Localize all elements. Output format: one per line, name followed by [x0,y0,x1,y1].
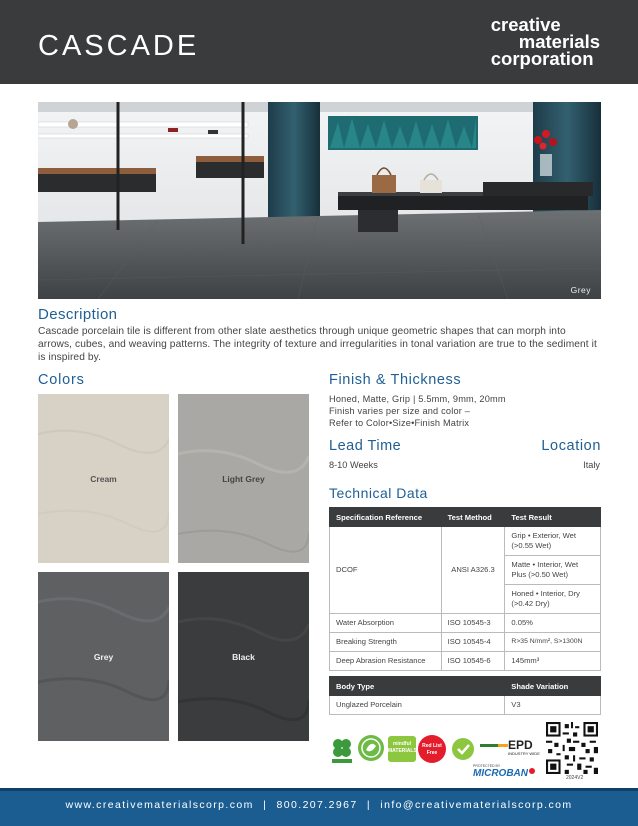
hero-caption: Grey [570,285,591,295]
header-spec-ref: Specification Reference [330,508,442,527]
hero-image [38,102,601,299]
table-row [330,527,601,556]
microban-logo [471,764,537,782]
description-text: Cascade porcelain tile is different from other slate aesthetics through unique geometric shapes that can morph into arrows, cubes, and weaving patterns. The integrity of texture and irregularities in tonal variation are true to the sediment it is inspired by. [38,326,597,363]
table-row [330,652,601,671]
logo-line-2: materials [518,31,600,52]
footer-divider [0,788,638,791]
epd-label: EPD [508,738,533,752]
finish-line-2: Finish varies per size and color – [329,406,471,416]
header-bar [0,0,638,84]
epd-logo [480,738,540,758]
footer-bar [0,788,638,826]
cell-result: 145mm³ [505,652,601,671]
qr-caption: 2024V2 [566,775,584,781]
cell-dcof-result-3: Honed • Interior, Dry (>0.42 Dry) [505,585,601,614]
footer-email-link[interactable]: info@creativematerialscorp.com [380,799,573,811]
qr-code[interactable] [546,722,598,774]
finish-line-3: Refer to Color•Size•Finish Matrix [329,418,470,428]
table-header-row [330,677,601,696]
certification-logos [330,736,540,766]
location-value: Italy [583,460,600,470]
finish-heading: Finish & Thickness [329,372,462,388]
lead-time-value: 8-10 Weeks [329,460,378,470]
lead-time-heading: Lead Time [329,438,402,454]
finish-line-1: Honed, Matte, Grip | 5.5mm, 9mm, 20mm [329,394,506,404]
cell-dcof-spec: DCOF [330,527,442,614]
header-body-type: Body Type [330,677,505,696]
table-row [330,614,601,633]
cell-spec: Water Absorption [330,614,442,633]
colors-heading: Colors [38,372,85,388]
logo-line-1: creative [490,14,561,35]
swatch-label-cream: Cream [90,474,117,484]
table-row [330,633,601,652]
swatch-label-light-grey: Light Grey [222,474,265,484]
swatch-label-grey: Grey [93,652,114,662]
description-heading: Description [38,306,118,323]
footer-website-link[interactable]: www.creativematerialscorp.com [65,799,254,811]
product-title: CASCADE [38,30,200,62]
cell-result: 0.05% [505,614,601,633]
swatch-cream[interactable] [38,394,169,563]
footer-separator: | [366,799,372,811]
logo-line-3: corporation [490,48,594,69]
cell-spec: Breaking Strength [330,633,442,652]
swatch-black[interactable] [178,572,309,741]
cell-shade-variation: V3 [505,696,601,715]
microban-sublabel: PROTECTED BY [473,764,501,768]
header-shade-variation: Shade Variation [505,677,601,696]
cell-result: R>35 N/mm², S>1300N [505,633,601,652]
header-test-method: Test Method [441,508,505,527]
company-logo[interactable] [491,16,600,67]
cell-dcof-result-2: Matte • Interior, Wet Plus (>0.50 Wet) [505,556,601,585]
technical-data-heading: Technical Data [329,485,428,501]
footer-separator: | [263,799,268,811]
red-list-free-badge: Red List Free [418,735,446,763]
cell-body-type: Unglazed Porcelain [330,696,505,715]
table-row [330,696,601,715]
swatch-grey[interactable] [38,572,169,741]
microban-label: MICROBAN [473,768,528,779]
cell-spec: Deep Abrasion Resistance [330,652,442,671]
technical-data-table [329,507,601,671]
leaf-cert-icon [357,734,385,762]
clover-cert-icon [330,736,354,764]
body-type-table [329,676,601,715]
swatch-label-black: Black [232,652,255,662]
cell-method: ISO 10545-3 [441,614,505,633]
mindful-materials-badge: mindful MATERIALS [388,736,416,762]
check-cert-icon [451,737,475,761]
cell-dcof-result-1: Grip • Exterior, Wet (>0.55 Wet) [505,527,601,556]
swatch-light-grey[interactable] [178,394,309,563]
showroom-illustration [38,102,601,299]
table-header-row [330,508,601,527]
cell-dcof-method: ANSI A326.3 [441,527,505,614]
location-heading: Location [541,438,601,454]
cell-method: ISO 10545-4 [441,633,505,652]
footer-contact [0,799,638,811]
finish-text [329,393,506,429]
header-test-result: Test Result [505,508,601,527]
cell-method: ISO 10545-6 [441,652,505,671]
epd-sublabel: INDUSTRY WIDE [508,751,540,756]
footer-phone-link[interactable]: 800.207.2967 [276,799,358,811]
